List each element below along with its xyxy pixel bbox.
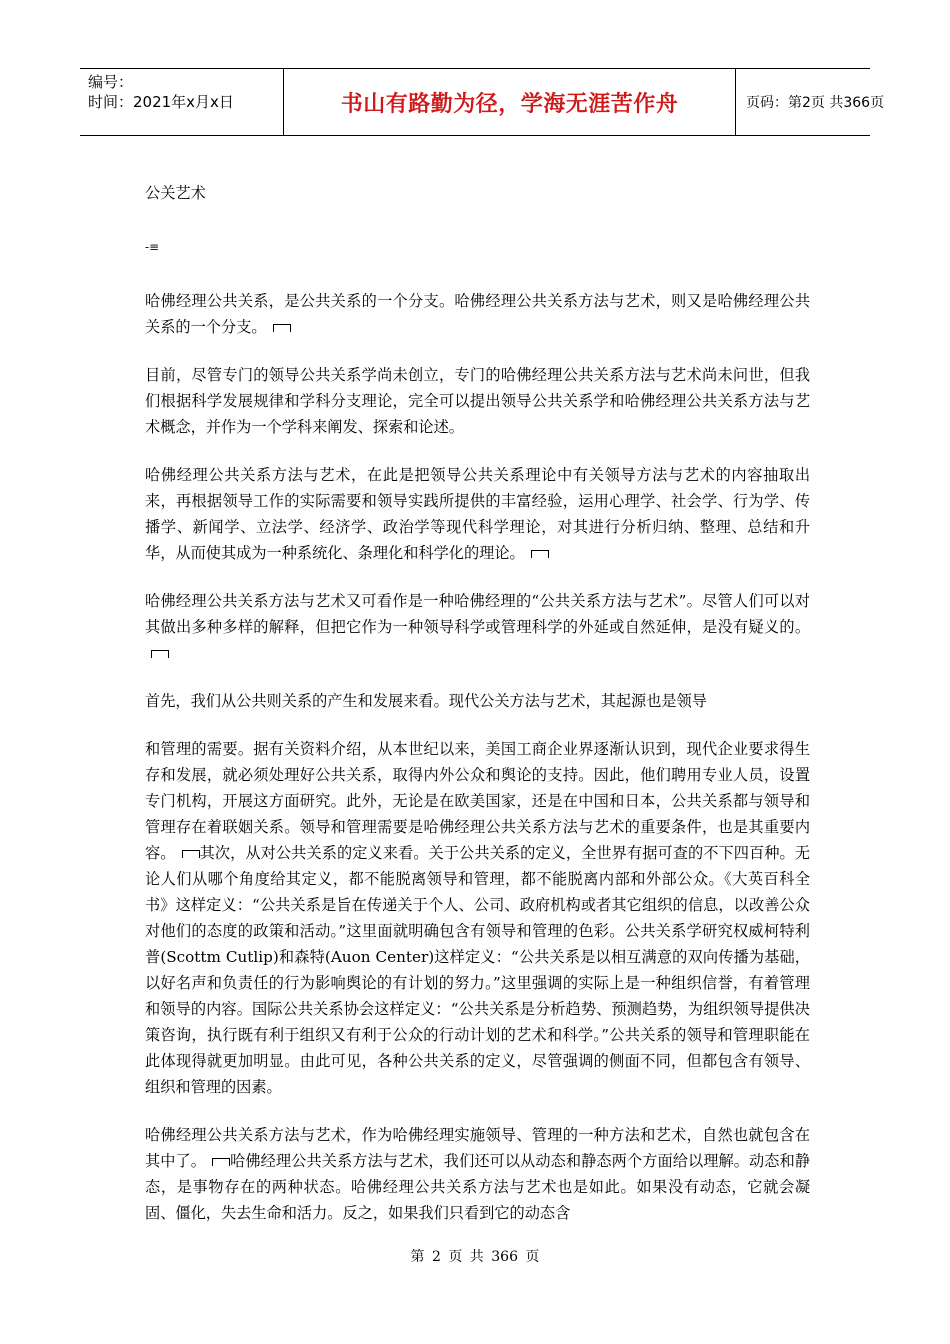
paragraph: 哈佛经理公共关系方法与艺术又可看作是一种哈佛经理的“公共关系方法与艺术”。尽管人们可以对其做出多种多样的解释，但把它作为一种领导科学或管理科学的外延或自然延伸，是没有疑义的。 bbox=[145, 588, 810, 666]
number-label: 编号： bbox=[88, 73, 134, 91]
paragraph: 哈佛经理公共关系方法与艺术，在此是把领导公共关系理论中有关领导方法与艺术的内容抽取出来，再根据领导工作的实际需要和领导实践所提供的丰富经验，运用心理学、社会学、行为学、传播学、新闻学、立法学、经济学、政治学等现代科学理论，对其进行分析归纳、整理、总结和升华，从而使其成为一种系统化、条理化和科学化的理论。 bbox=[145, 466, 810, 562]
break-mark-icon bbox=[273, 324, 291, 332]
paragraph: 和管理的需要。据有关资料介绍，从本世纪以来，美国工商企业界逐渐认识到，现代企业要求得生存和发展，就必须处理好公共关系，取得内外公众和舆论的支持。因此，他们聘用专业人员，设置专门机构，开展这方面研究。此外，无论是在欧美国家，还是在中国和日本，公共关系都与领导和管理存在着联姻关系。领导和管理需要是哈佛经理公共关系方法与艺术的重要条件，也是其重要内容。 其次，从对公共关系的定义来看。关于公共关系的定义，全世界有据可查的不下四百种。无论人们从哪个角度给其定义，都不能脱离领导和管理，都不能脱离内部和外部公众。《大英百科全书》这样定义：“公共关系是旨在传递关于个人、公司、政府机构或者其它组织的信息，以改善公众对他们的态度的政策和活动。”这里面就明确包含有领导和管理的色彩。公共关系学研究权威柯特利普(Scottm Cutlip)和森特(Auon Center)这样定义：“公共关系是以相互满意的双向传播为基础，以好名声和负责任的行为影响舆论的有计划的努力。”这里强调的实际上是一种组织信誉，有着管理和领导的内容。国际公共关系协会这样定义：“公共关系是分析趋势、预测趋势，为组织领导提供决策咨询，执行既有利于组织又有利于公众的行动计划的艺术和科学。”公共关系的领导和管理职能在此体现得就更加明显。由此可见，各种公共关系的定义，尽管强调的侧面不同，但都包含有领导、组织和管理的因素。 bbox=[145, 740, 811, 1096]
paragraph: 首先，我们从公共则关系的产生和发展来看。现代公关方法与艺术，其起源也是领导 bbox=[145, 692, 707, 710]
header-motto-cell bbox=[284, 69, 736, 135]
break-mark-icon bbox=[531, 550, 549, 558]
header-meta bbox=[80, 69, 284, 135]
document-body bbox=[145, 180, 810, 1248]
paragraph: 目前，尽管专门的领导公共关系学尚未创立，专门的哈佛经理公共关系方法与艺术尚未问世，但我们根据科学发展规律和学科分支理论，完全可以提出领导公共关系学和哈佛经理公共关系方法与艺术概念，并作为一个学科来阐发、探索和论述。 bbox=[145, 366, 810, 436]
break-mark-icon bbox=[182, 850, 200, 858]
document-header bbox=[80, 68, 885, 136]
break-mark-icon bbox=[212, 1158, 230, 1166]
section-mark: -≡ bbox=[145, 240, 160, 254]
page-footer: 第 2 页 共 366 页 bbox=[410, 1249, 540, 1265]
paragraph: 哈佛经理公共关系，是公共关系的一个分支。哈佛经理公共关系方法与艺术，则又是哈佛经理公共关系的一个分支。 bbox=[145, 292, 810, 336]
paragraph: 哈佛经理公共关系方法与艺术，作为哈佛经理实施领导、管理的一种方法和艺术，自然也就包含在其中了。 哈佛经理公共关系方法与艺术，我们还可以从动态和静态两个方面给以理解。动态和静态，是事物存在的两种状态。哈佛经理公共关系方法与艺术也是如此。如果没有动态，它就会凝固、僵化，失去生命和活力。反之，如果我们只看到它的动态含 bbox=[145, 1126, 811, 1222]
header-page-info: 页码：第2页 共366页 bbox=[746, 95, 885, 111]
time-label: 时间：2021年x月x日 bbox=[88, 93, 234, 111]
motto-text: 书山有路勤为径，学海无涯苦作舟 bbox=[340, 91, 679, 117]
document-title: 公关艺术 bbox=[145, 184, 206, 202]
break-mark-icon bbox=[151, 650, 169, 658]
